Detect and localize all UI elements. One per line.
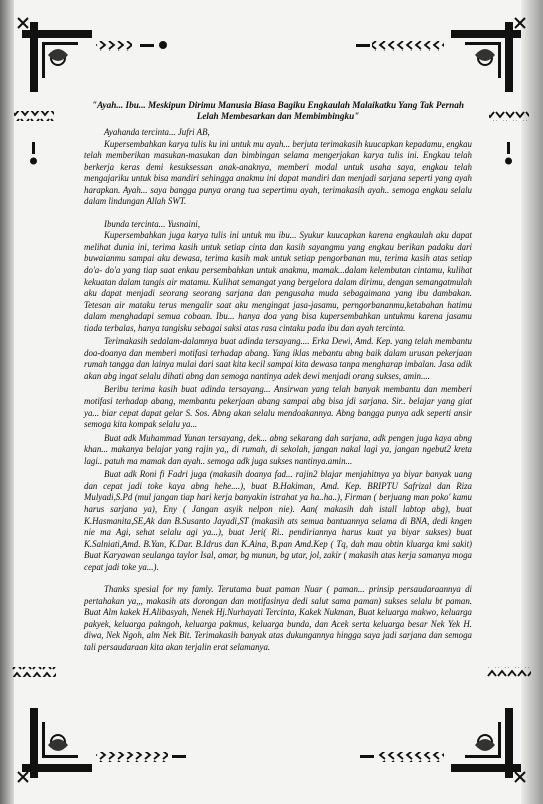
paragraph-father-salutation: Ayahanda tercinta... Jufri AB, [104,127,210,137]
paragraph-mother: Kupersembahkan juga karya tulis ini untuk mu ibu... Syukur kuucapkan karena engkaulah aku dapat melihat dunia ini, terima kasih untuk setiap cinta dan kasih sayangmu yang engkau berikan padaku dari buwaianmu sampai aku dewasa, terima kasih mak untuk setiap pengorbanan mu, terima kasih atas setiap do'a- do'a yang tiap saat enkau persembahkan untuk anakmu, mamak...dalam kelembutan cintamu, kulihat kekuatan dalam tangis air matamu. Kulihat semangat yang bergelora dalam dirimu, dengan semangatmulah aku dapat menjadi seorang seorang sarjana dan pengusaha muda sebagaimana yang ibu dambakan. Tetesan air mataku terus mengalir saat aku mengingat jasa-jasamu, perngorbananmu,ketabahan hatimu dalam menghadapi semua cobaan. Ibu... hanya doa yang bisa kupersembahkan untukmu karena jasamu tiada terbalas, hanya tangisku sebagai saksi atas rasa cintaku pada ibu dan ayah tercinta. [84,230,472,333]
corner-ornament-top-left [18,18,92,92]
paragraph-father: Kupersembahkan karya tulis ku ini untuk mu ayah... berjuta terimakasih kuucapkan kepadamu, engkau telah memberikan masukan-masukan dan bimbingan selama mengerjakan karya tulis ini. Engkau telah berkerja keras demi kesuksessan anak-anaknya, memberi modal untuk usaha saya, engkau telah mengajariku untuk bisa mandiri sehingga anakmu ini dapat mandiri dan menjadi sarjana seperti yang ayah harapkan. Ayah... saya bangga punya orang tua sepertimu ayah, terimakasih ayah.. semoga engkau selalu dalam lindungan Allah SWT. [84,138,472,207]
paragraph-brother-ansirwan: Beribu terima kasih buat adinda tersayang... Ansirwan yang telah banyak membantu dan memberi motifasi terhadap abang, membantu pekerjaan abang sampai abg bisa jdi sarjana. Sir.. belajar yang giat ya... biar cepat dapat gelar S. Sos. Abng akan selalu mendoakannya. Abng bangga punya adk seperti ansir semoga kita kompak selalu ya... [84,384,472,430]
corner-ornament-top-right [451,18,525,92]
paragraph-brother-yunan: Buat adk Muhammad Yunan tersayang, dek... abng sekarang dah sarjana, adk pengen juga kaya abng khan... makanya belajar yang rajin ya,, di rumah, di sekolah, jangan nakal lagi ya, jangan ngebut2 kreta lagi.. patuh ma mamak dan ayah.. semoga adk juga sukses nantinya.amin... [84,432,472,466]
paragraph-mother-salutation: Ibunda tercinta... Yusnaini, [104,218,200,229]
corner-ornament-bottom-left [18,708,92,782]
corner-ornament-bottom-right [451,708,525,782]
paragraph-family-thanks: Thanks spesial for my famly. Terutama buat paman Nuar ( paman... prinsip persaudaraannya di pertahakan ya,,, makasih ats dorongan dan motifasinya dedi salut sama paman) sukses selalu bt paman. Buat Alm kakek H.Alibasyah, Nenek Hj.Nurhayati Tercinta, Kakek Nukman, Buat keluarga makwo, keluarga pakyek, keluarga pakngoh, keluarga pakmus, keluarga bunda, dan Acek serta keluarga besar Nek Yek H. diwa, Nek Ngoh, alm Nek Bit. Terimakasih banyak atas dukungannya hingga saya jadi sarjana dan semoga tali persaudaraan kita akan terjalin erat selamanya. [84,584,472,652]
page-title: "Ayah... Ibu... Meskipun Dirimu Manusia Biasa Bagiku Engkaulah Malaikatku Yang Tak Pernah Lelah Membesarkan dan Membimbingku" [92,100,464,121]
dedication-text [84,100,472,654]
paragraph-sister: Terimakasih sedalam-dalamnya buat adinda tersayang.... Erka Dewi, Amd. Kep. yang telah membantu doa-doanya dan memberi motifasi terhadap abang. Yang iklas mebantu abng baik dalam urusan pekerjaan rumah tangga dan lainya mulai dari saat kita kecil sampai kita dewasa tanpa mengharap imbalan. Jasa adik akan abg ingat selalu dihati abng dan semoga nantinya adek dewi menjadi orang sukses, amin.... [84,336,472,381]
paragraph-others: Buat adk Roni fi Fadri juga (makasih doanya fad... rajin2 blajar menjahitnya ya biyar banyak uang dan cepat jadi toke kaya abng hehe....), buat B.Hakiman, Amd. Kep. BRIPTU Safrizal dan Riza Mulyadi,S.Pd (mul jangan tiap hari kerja banyakin istrahat ya ha..ha..), Firman ( berjuang man poko' kamu harus sarjana ya), Eny ( Jangan asyik nelpon nie). Aan( makasih dah istall labtop abg), buat K.Hasmanita,SE,Ak dan B.Susanto Jayadi,ST (makasih ats semua bantuannya selama di BNA, dedi kngen nie ma Agi, sehat selalu agi ya...), buat Jeri( Ri.. pendiriannya harus kuat ya biyar sukses) buat K.Salniati,Amd. B.Yan, K.Dar. B.Idrus dan K.Aina, B.pan Amd.Kep ( Tq, dah mau obtin kluarga kmi sakit) Buat Karyawan seulanga taylor Isal, amar, bg munun, bg utar, jol, zakir ( makasih atas kerja samanya moga cepat jadi toke ya...). [84,469,472,572]
